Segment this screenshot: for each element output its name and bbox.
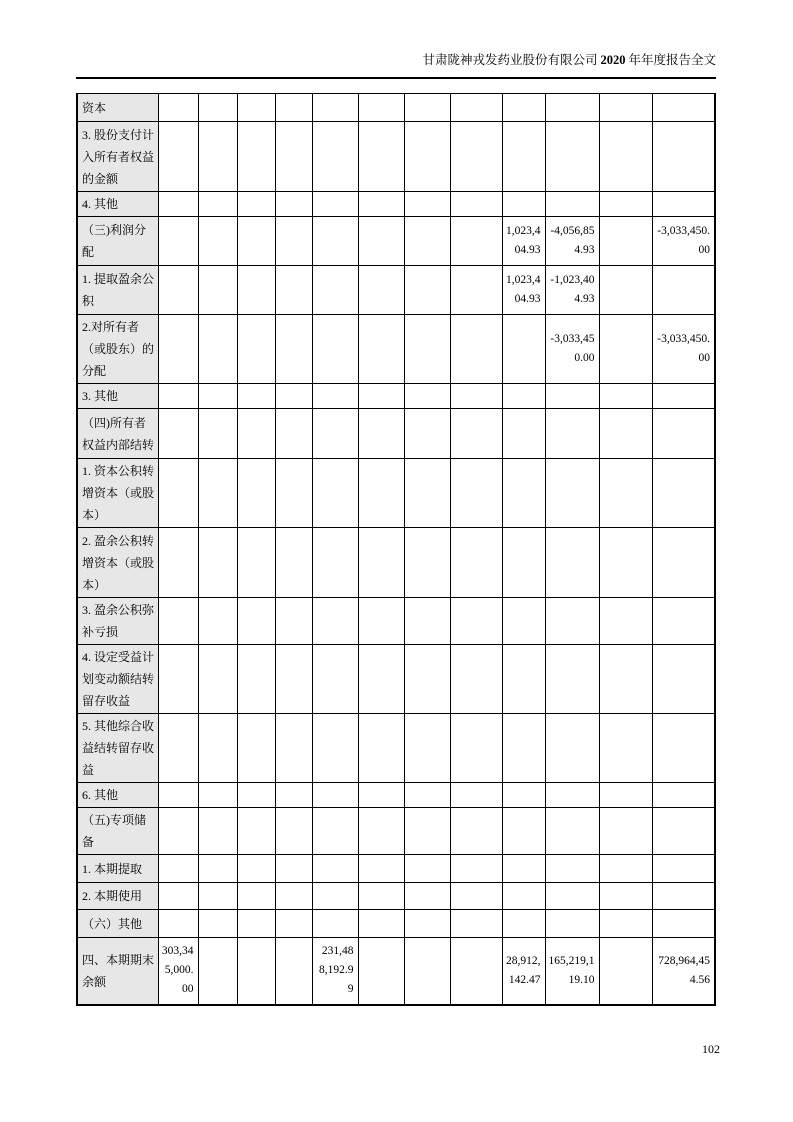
data-cell	[404, 122, 450, 192]
table-row	[77, 910, 715, 938]
row-label-cell: 1. 提取盈余公积	[77, 266, 158, 315]
data-cell	[545, 883, 599, 910]
data-cell	[450, 714, 502, 783]
data-cell	[358, 122, 404, 192]
data-cell	[450, 315, 502, 384]
header-rule	[76, 77, 716, 79]
data-cell	[502, 528, 545, 598]
data-cell	[450, 384, 502, 409]
data-cell	[237, 409, 275, 459]
data-cell	[599, 598, 652, 645]
table-row	[77, 883, 715, 910]
data-cell	[450, 855, 502, 883]
data-cell	[312, 808, 358, 855]
data-cell	[545, 645, 599, 714]
data-cell	[312, 528, 358, 598]
data-cell: 1,023,404.93	[502, 217, 545, 266]
data-cell	[158, 94, 198, 122]
data-cell	[652, 266, 715, 315]
table-row	[77, 409, 715, 459]
data-cell: 1,023,404.93	[502, 266, 545, 315]
data-cell	[275, 783, 312, 808]
data-cell	[312, 645, 358, 714]
data-cell	[312, 783, 358, 808]
data-cell	[358, 528, 404, 598]
data-cell	[599, 528, 652, 598]
data-cell	[502, 645, 545, 714]
data-cell	[237, 938, 275, 1005]
data-cell	[502, 910, 545, 938]
data-cell	[358, 266, 404, 315]
data-cell: 728,964,454.56	[652, 938, 715, 1005]
data-cell	[404, 459, 450, 528]
data-cell	[502, 94, 545, 122]
data-cell	[599, 459, 652, 528]
data-cell	[652, 94, 715, 122]
data-cell	[358, 217, 404, 266]
data-cell	[450, 122, 502, 192]
data-cell	[545, 855, 599, 883]
data-cell	[198, 94, 237, 122]
data-cell	[158, 315, 198, 384]
data-cell	[237, 808, 275, 855]
data-cell	[404, 910, 450, 938]
data-cell	[545, 528, 599, 598]
data-cell	[358, 384, 404, 409]
data-cell: 231,488,192.99	[312, 938, 358, 1005]
data-cell	[599, 855, 652, 883]
data-cell	[545, 384, 599, 409]
data-cell	[237, 217, 275, 266]
data-cell	[545, 910, 599, 938]
data-cell	[158, 714, 198, 783]
table-row	[77, 122, 715, 192]
data-cell	[275, 645, 312, 714]
data-cell	[450, 598, 502, 645]
data-cell	[404, 598, 450, 645]
data-cell	[450, 883, 502, 910]
data-cell	[158, 266, 198, 315]
row-label-cell: 6. 其他	[77, 783, 158, 808]
data-cell	[275, 217, 312, 266]
data-cell	[275, 122, 312, 192]
data-cell	[599, 122, 652, 192]
data-cell	[312, 122, 358, 192]
data-cell	[502, 192, 545, 217]
data-cell	[358, 192, 404, 217]
data-cell	[450, 808, 502, 855]
data-cell	[237, 122, 275, 192]
data-cell	[599, 883, 652, 910]
row-label-cell: 5. 其他综合收益结转留存收益	[77, 714, 158, 783]
data-cell	[599, 94, 652, 122]
header-year: 2020	[600, 53, 626, 67]
data-cell	[237, 459, 275, 528]
data-cell	[158, 783, 198, 808]
data-cell	[404, 528, 450, 598]
data-cell	[198, 910, 237, 938]
data-cell	[237, 855, 275, 883]
data-cell	[599, 808, 652, 855]
equity-table-body	[77, 94, 715, 1005]
data-cell	[502, 409, 545, 459]
data-cell	[198, 808, 237, 855]
data-cell	[275, 883, 312, 910]
data-cell	[358, 783, 404, 808]
data-cell	[198, 645, 237, 714]
data-cell	[358, 855, 404, 883]
data-cell	[599, 384, 652, 409]
data-cell	[158, 645, 198, 714]
data-cell: 28,912,142.47	[502, 938, 545, 1005]
data-cell	[599, 783, 652, 808]
data-cell	[545, 598, 599, 645]
data-cell	[450, 217, 502, 266]
data-cell	[312, 94, 358, 122]
equity-table	[76, 93, 716, 1006]
data-cell	[599, 645, 652, 714]
data-cell	[404, 192, 450, 217]
data-cell	[275, 384, 312, 409]
data-cell: -3,033,450.00	[545, 315, 599, 384]
data-cell	[599, 217, 652, 266]
table-row	[77, 217, 715, 266]
data-cell	[599, 714, 652, 783]
row-label-cell: （五)专项储备	[77, 808, 158, 855]
row-label-cell: 资本	[77, 94, 158, 122]
data-cell	[312, 459, 358, 528]
table-row	[77, 808, 715, 855]
data-cell	[404, 94, 450, 122]
data-cell	[275, 409, 312, 459]
row-label-cell: 3. 其他	[77, 384, 158, 409]
data-cell	[404, 217, 450, 266]
data-cell	[158, 384, 198, 409]
data-cell	[599, 409, 652, 459]
data-cell	[198, 528, 237, 598]
row-label-cell: 1. 本期提取	[77, 855, 158, 883]
data-cell	[545, 714, 599, 783]
data-cell	[198, 409, 237, 459]
data-cell	[237, 192, 275, 217]
data-cell	[404, 808, 450, 855]
data-cell	[198, 266, 237, 315]
row-label-cell: 四、本期期末余额	[77, 938, 158, 1005]
data-cell	[237, 883, 275, 910]
data-cell	[237, 910, 275, 938]
data-cell	[652, 528, 715, 598]
data-cell	[652, 855, 715, 883]
data-cell	[450, 192, 502, 217]
data-cell: -3,033,450.00	[652, 217, 715, 266]
data-cell	[158, 409, 198, 459]
data-cell	[158, 217, 198, 266]
data-cell	[358, 714, 404, 783]
data-cell	[237, 266, 275, 315]
data-cell	[502, 783, 545, 808]
data-cell	[237, 315, 275, 384]
data-cell	[545, 459, 599, 528]
data-cell	[275, 315, 312, 384]
data-cell	[652, 192, 715, 217]
row-label-cell: 4. 设定受益计划变动额结转留存收益	[77, 645, 158, 714]
data-cell	[158, 192, 198, 217]
data-cell	[652, 714, 715, 783]
data-cell	[545, 409, 599, 459]
data-cell	[198, 192, 237, 217]
data-cell	[312, 910, 358, 938]
data-cell	[358, 883, 404, 910]
table-row	[77, 94, 715, 122]
data-cell	[312, 315, 358, 384]
data-cell	[312, 598, 358, 645]
data-cell	[275, 94, 312, 122]
data-cell	[652, 122, 715, 192]
data-cell	[158, 808, 198, 855]
data-cell	[275, 938, 312, 1005]
data-cell	[312, 409, 358, 459]
data-cell	[450, 459, 502, 528]
data-cell	[404, 783, 450, 808]
data-cell: 165,219,119.10	[545, 938, 599, 1005]
header-company: 甘肃陇神戎发药业股份有限公司	[422, 53, 598, 67]
data-cell	[158, 598, 198, 645]
row-label-cell: （六）其他	[77, 910, 158, 938]
data-cell	[358, 808, 404, 855]
data-cell	[502, 883, 545, 910]
data-cell	[358, 910, 404, 938]
row-label-cell: 4. 其他	[77, 192, 158, 217]
data-cell	[450, 783, 502, 808]
data-cell	[158, 122, 198, 192]
data-cell	[502, 384, 545, 409]
table-row	[77, 384, 715, 409]
data-cell	[158, 883, 198, 910]
data-cell	[545, 783, 599, 808]
data-cell	[450, 645, 502, 714]
data-cell	[404, 384, 450, 409]
data-cell	[198, 384, 237, 409]
data-cell	[450, 938, 502, 1005]
data-cell	[237, 714, 275, 783]
table-row	[77, 783, 715, 808]
data-cell	[158, 855, 198, 883]
data-cell	[450, 94, 502, 122]
data-cell	[275, 598, 312, 645]
data-cell	[545, 94, 599, 122]
data-cell	[312, 266, 358, 315]
data-cell	[198, 714, 237, 783]
data-cell	[275, 855, 312, 883]
data-cell	[545, 192, 599, 217]
data-cell	[198, 122, 237, 192]
data-cell	[198, 855, 237, 883]
data-cell	[312, 714, 358, 783]
table-row	[77, 938, 715, 1005]
data-cell	[652, 883, 715, 910]
data-cell	[599, 938, 652, 1005]
data-cell	[502, 122, 545, 192]
data-cell	[275, 910, 312, 938]
row-label-cell: 3. 盈余公积弥补亏损	[77, 598, 158, 645]
data-cell	[312, 855, 358, 883]
data-cell	[652, 459, 715, 528]
page-number: 102	[702, 1042, 720, 1056]
data-cell	[652, 384, 715, 409]
data-cell	[237, 598, 275, 645]
data-cell	[502, 459, 545, 528]
row-label-cell: 2. 本期使用	[77, 883, 158, 910]
data-cell	[502, 598, 545, 645]
table-row	[77, 855, 715, 883]
data-cell	[502, 808, 545, 855]
data-cell	[652, 409, 715, 459]
data-cell	[358, 459, 404, 528]
data-cell	[198, 315, 237, 384]
data-cell	[404, 315, 450, 384]
data-cell	[502, 855, 545, 883]
data-cell	[599, 315, 652, 384]
data-cell	[237, 94, 275, 122]
table-row	[77, 266, 715, 315]
data-cell	[275, 714, 312, 783]
data-cell	[450, 409, 502, 459]
data-cell	[312, 883, 358, 910]
table-row	[77, 459, 715, 528]
data-cell	[312, 384, 358, 409]
table-row	[77, 192, 715, 217]
data-cell	[198, 459, 237, 528]
header-report-title: 年年度报告全文	[628, 53, 716, 67]
data-cell	[237, 645, 275, 714]
data-cell	[502, 714, 545, 783]
data-cell	[158, 528, 198, 598]
data-cell	[652, 645, 715, 714]
data-cell	[237, 384, 275, 409]
row-label-cell: 2. 盈余公积转增资本（或股本）	[77, 528, 158, 598]
data-cell	[404, 645, 450, 714]
data-cell	[404, 883, 450, 910]
data-cell	[450, 528, 502, 598]
row-label-cell: （三)利润分配	[77, 217, 158, 266]
data-cell	[312, 217, 358, 266]
data-cell	[198, 883, 237, 910]
data-cell	[545, 808, 599, 855]
data-cell	[652, 783, 715, 808]
data-cell: 303,345,000.00	[158, 938, 198, 1005]
row-label-cell: （四)所有者权益内部结转	[77, 409, 158, 459]
data-cell	[158, 910, 198, 938]
data-cell	[404, 266, 450, 315]
data-cell	[237, 528, 275, 598]
data-cell	[450, 266, 502, 315]
row-label-cell: 3. 股份支付计入所有者权益的金额	[77, 122, 158, 192]
table-row	[77, 528, 715, 598]
data-cell	[652, 808, 715, 855]
data-cell	[275, 266, 312, 315]
data-cell	[404, 714, 450, 783]
data-cell	[198, 598, 237, 645]
data-cell	[275, 459, 312, 528]
data-cell	[502, 315, 545, 384]
data-cell	[358, 409, 404, 459]
data-cell	[312, 192, 358, 217]
data-cell	[358, 94, 404, 122]
data-cell: -4,056,854.93	[545, 217, 599, 266]
data-cell	[404, 855, 450, 883]
data-cell	[404, 409, 450, 459]
data-cell: -1,023,404.93	[545, 266, 599, 315]
data-cell: -3,033,450.00	[652, 315, 715, 384]
data-cell	[358, 645, 404, 714]
row-label-cell: 2.对所有者（或股东）的分配	[77, 315, 158, 384]
data-cell	[358, 598, 404, 645]
table-row	[77, 645, 715, 714]
data-cell	[358, 315, 404, 384]
data-cell	[358, 938, 404, 1005]
data-cell	[652, 910, 715, 938]
data-cell	[198, 217, 237, 266]
data-cell	[652, 598, 715, 645]
data-cell	[237, 783, 275, 808]
data-cell	[275, 192, 312, 217]
data-cell	[158, 459, 198, 528]
data-cell	[450, 910, 502, 938]
data-cell	[275, 528, 312, 598]
table-row	[77, 714, 715, 783]
row-label-cell: 1. 资本公积转增资本（或股本）	[77, 459, 158, 528]
table-row	[77, 315, 715, 384]
data-cell	[599, 266, 652, 315]
data-cell	[599, 910, 652, 938]
page-header	[422, 52, 716, 69]
data-cell	[545, 122, 599, 192]
table-row	[77, 598, 715, 645]
data-cell	[198, 938, 237, 1005]
data-cell	[599, 192, 652, 217]
data-cell	[404, 938, 450, 1005]
data-cell	[275, 808, 312, 855]
data-cell	[198, 783, 237, 808]
